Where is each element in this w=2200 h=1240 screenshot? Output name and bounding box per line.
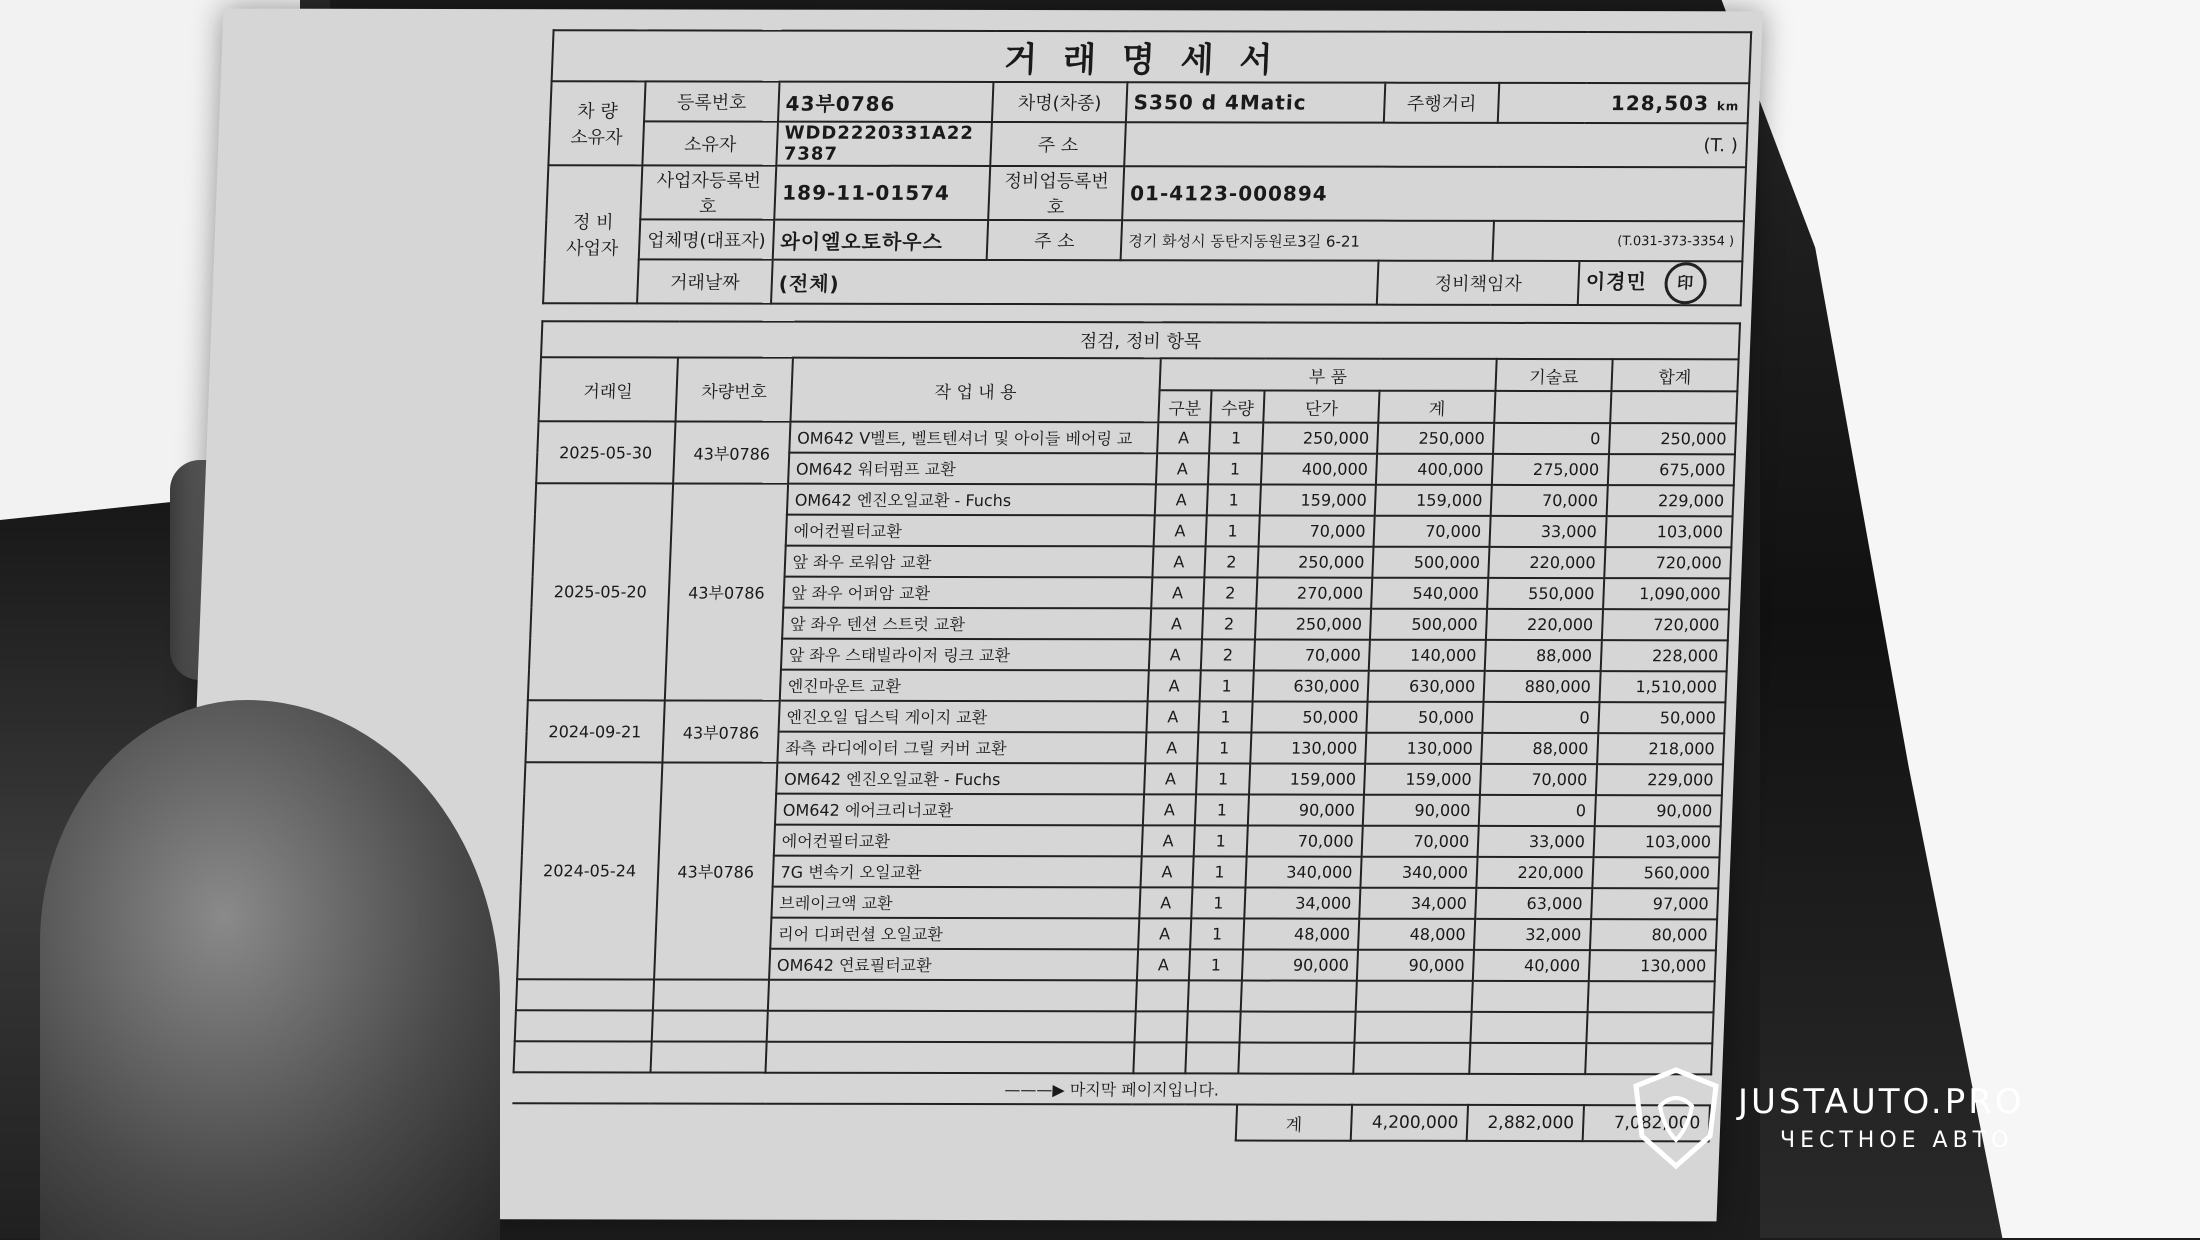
row-unit-price: 159,000 — [1260, 484, 1377, 515]
row-total: 720,000 — [1602, 609, 1729, 640]
row-total: 1,510,000 — [1599, 671, 1726, 702]
mileage-number: 128,503 — [1610, 91, 1710, 116]
row-total: 103,000 — [1593, 826, 1720, 857]
items-section-title: 점검, 정비 항목 — [541, 321, 1740, 359]
row-qty: 1 — [1208, 453, 1262, 484]
row-labor: 550,000 — [1487, 578, 1604, 609]
table-row — [535, 483, 1734, 516]
row-type: A — [1137, 949, 1191, 980]
row-parts-sum: 500,000 — [1373, 547, 1490, 578]
row-unit-price: 34,000 — [1244, 888, 1361, 919]
empty-cell — [767, 1011, 1135, 1043]
company-label: 업체명(대표자) — [639, 219, 774, 259]
row-type: A — [1148, 639, 1202, 670]
row-description: 에어컨필터교환 — [774, 825, 1142, 857]
empty-cell — [650, 1041, 767, 1072]
row-date: 2025-05-20 — [528, 483, 673, 700]
row-qty: 1 — [1189, 949, 1243, 980]
owner-phone: (T. ) — [1124, 122, 1747, 167]
row-unit-price: 250,000 — [1257, 546, 1374, 577]
row-unit-price: 70,000 — [1258, 515, 1375, 546]
mileage-label: 주행거리 — [1384, 83, 1499, 123]
model-label: 차명(차종) — [992, 82, 1127, 122]
row-unit-price: 50,000 — [1251, 702, 1368, 733]
row-description: OM642 연료필터교환 — [769, 949, 1137, 981]
row-qty: 1 — [1190, 918, 1244, 949]
row-parts-sum: 70,000 — [1374, 516, 1491, 547]
row-qty: 1 — [1197, 732, 1251, 763]
empty-cell — [1587, 981, 1714, 1012]
row-description: 앞 좌우 어퍼암 교환 — [784, 577, 1152, 609]
row-qty: 1 — [1200, 670, 1254, 701]
header-qty: 수량 — [1211, 390, 1265, 422]
row-description: OM642 V벨트, 벨트텐셔너 및 아이들 베어링 교 — [790, 422, 1158, 454]
row-type: A — [1157, 422, 1211, 453]
row-total: 228,000 — [1600, 640, 1727, 671]
row-total: 80,000 — [1590, 919, 1717, 950]
row-parts-sum: 140,000 — [1369, 640, 1486, 671]
row-unit-price: 48,000 — [1243, 919, 1360, 950]
row-labor: 70,000 — [1480, 764, 1597, 795]
empty-cell — [1240, 981, 1357, 1012]
empty-cell — [1471, 1012, 1588, 1043]
row-description: 좌측 라디에이터 그릴 커버 교환 — [778, 732, 1146, 764]
row-parts-sum: 630,000 — [1368, 671, 1485, 702]
empty-cell — [768, 980, 1136, 1012]
row-parts-sum: 400,000 — [1376, 454, 1493, 485]
row-date: 2024-09-21 — [525, 700, 664, 762]
row-type: A — [1144, 763, 1198, 794]
row-description: 앞 좌우 텐션 스트럿 교환 — [782, 608, 1150, 640]
row-type: A — [1146, 701, 1200, 732]
seal-stamp: 印 — [1664, 262, 1708, 304]
row-total: 103,000 — [1605, 516, 1732, 547]
header-labor-sub — [1494, 391, 1611, 423]
empty-cell — [514, 1041, 652, 1072]
empty-cell — [1356, 981, 1473, 1012]
row-qty: 1 — [1193, 856, 1247, 887]
row-qty: 1 — [1195, 794, 1249, 825]
row-labor: 220,000 — [1476, 857, 1593, 888]
owner-label: 소유자 — [642, 121, 778, 165]
row-parts-sum: 340,000 — [1361, 857, 1478, 888]
row-total: 720,000 — [1604, 547, 1731, 578]
row-parts-sum: 500,000 — [1370, 609, 1487, 640]
row-unit-price: 400,000 — [1261, 453, 1378, 484]
invoice-document — [510, 29, 1752, 1142]
row-vehicle: 43부0786 — [673, 421, 791, 483]
row-unit-price: 70,000 — [1254, 639, 1371, 670]
row-qty: 2 — [1203, 577, 1257, 608]
row-type: A — [1139, 887, 1193, 918]
row-description: OM642 엔진오일교환 - Fuchs — [787, 484, 1155, 516]
company-address: 경기 화성시 동탄지동원로3길 6-21 — [1121, 220, 1495, 261]
row-qty: 1 — [1209, 422, 1263, 453]
row-qty: 1 — [1192, 887, 1246, 918]
last-page-note: ———▶ 마지막 페이지입니다. — [512, 1072, 1711, 1105]
row-total: 97,000 — [1591, 888, 1718, 919]
items-table — [510, 320, 1741, 1142]
row-date: 2024-05-24 — [517, 762, 662, 979]
row-total: 229,000 — [1596, 764, 1723, 795]
row-parts-sum: 90,000 — [1363, 795, 1480, 826]
table-row — [527, 700, 1726, 733]
row-description: 앞 좌우 스태빌라이저 링크 교환 — [781, 639, 1149, 671]
row-total: 229,000 — [1606, 485, 1733, 516]
repair-reg-value: 01-4123-000894 — [1122, 166, 1746, 221]
row-labor: 220,000 — [1488, 547, 1605, 578]
empty-cell — [515, 1010, 653, 1041]
empty-cell — [653, 979, 770, 1010]
row-labor: 63,000 — [1475, 888, 1592, 919]
empty-cell — [1469, 1043, 1586, 1074]
row-parts-sum: 130,000 — [1366, 733, 1483, 764]
row-labor: 70,000 — [1491, 485, 1608, 516]
company-address-label: 주 소 — [987, 220, 1122, 260]
row-labor: 880,000 — [1484, 671, 1601, 702]
row-parts-sum: 34,000 — [1360, 888, 1477, 919]
sum-parts: 4,200,000 — [1351, 1105, 1468, 1141]
row-total: 560,000 — [1592, 857, 1719, 888]
row-qty: 2 — [1205, 546, 1259, 577]
row-qty: 2 — [1201, 639, 1255, 670]
lion-shield-icon — [1630, 1066, 1722, 1170]
row-date: 2025-05-30 — [536, 421, 675, 483]
row-total: 1,090,000 — [1603, 578, 1730, 609]
row-type: A — [1140, 856, 1194, 887]
owner-address-label: 주 소 — [990, 122, 1126, 166]
row-description: 에어컨필터교환 — [786, 515, 1154, 547]
row-qty: 1 — [1206, 515, 1260, 546]
empty-cell — [651, 1010, 768, 1041]
header-unit-price: 단가 — [1263, 390, 1380, 422]
row-unit-price: 130,000 — [1250, 733, 1367, 764]
row-description: 엔진마운트 교환 — [780, 670, 1148, 702]
row-qty: 2 — [1202, 608, 1256, 639]
row-type: A — [1141, 825, 1195, 856]
table-row — [524, 762, 1723, 795]
row-parts-sum: 50,000 — [1367, 702, 1484, 733]
biz-reg-value: 189-11-01574 — [774, 166, 990, 220]
row-unit-price: 250,000 — [1262, 422, 1379, 453]
row-total: 130,000 — [1589, 950, 1716, 981]
header-type: 구분 — [1158, 390, 1212, 422]
row-type: A — [1150, 608, 1204, 639]
row-vehicle: 43부0786 — [654, 762, 778, 979]
empty-cell — [1188, 980, 1242, 1011]
row-type: A — [1154, 484, 1208, 515]
row-vehicle: 43부0786 — [662, 700, 780, 762]
row-type: A — [1151, 577, 1205, 608]
row-qty: 1 — [1196, 763, 1250, 794]
model-value: S350 d 4Matic — [1126, 82, 1386, 122]
row-labor: 275,000 — [1492, 454, 1609, 485]
header-total-sub — [1610, 391, 1737, 423]
row-qty: 1 — [1199, 701, 1253, 732]
row-unit-price: 340,000 — [1245, 857, 1362, 888]
manager-label: 정비책임자 — [1377, 261, 1580, 305]
header-total: 합계 — [1611, 359, 1738, 391]
row-labor: 0 — [1482, 702, 1599, 733]
row-parts-sum: 250,000 — [1378, 423, 1495, 454]
row-parts-sum: 48,000 — [1358, 919, 1475, 950]
row-parts-sum: 90,000 — [1357, 950, 1474, 981]
row-description: OM642 엔진오일교환 - Fuchs — [777, 763, 1145, 795]
table-row — [537, 421, 1736, 454]
row-total: 250,000 — [1609, 423, 1736, 454]
row-qty: 1 — [1194, 825, 1248, 856]
row-labor: 40,000 — [1473, 950, 1590, 981]
row-description: 7G 변속기 오일교환 — [773, 856, 1141, 888]
sum-labor: 2,882,000 — [1467, 1105, 1584, 1141]
row-type: A — [1152, 546, 1206, 577]
company-value: 와이엘오토하우스 — [773, 220, 988, 260]
row-labor: 88,000 — [1485, 640, 1602, 671]
empty-cell — [1134, 1011, 1188, 1042]
row-labor: 33,000 — [1478, 826, 1595, 857]
empty-cell — [1355, 1012, 1472, 1043]
row-unit-price: 70,000 — [1246, 826, 1363, 857]
manager-name: 이경민 — [1585, 269, 1648, 294]
biz-reg-label: 사업자등록번호 — [640, 165, 776, 219]
row-unit-price: 250,000 — [1255, 608, 1372, 639]
empty-cell — [1354, 1043, 1471, 1074]
row-parts-sum: 540,000 — [1372, 578, 1489, 609]
sum-total: 7,082,000 — [1582, 1105, 1710, 1141]
repair-reg-label: 정비업등록번호 — [988, 166, 1124, 220]
sum-spacer — [511, 1103, 1237, 1140]
header-date: 거래일 — [539, 357, 678, 421]
row-type: A — [1143, 794, 1197, 825]
row-unit-price: 630,000 — [1252, 671, 1369, 702]
row-parts-sum: 159,000 — [1364, 764, 1481, 795]
empty-cell — [1133, 1042, 1187, 1073]
row-labor: 88,000 — [1481, 733, 1598, 764]
row-description: OM642 워터펌프 교환 — [788, 453, 1156, 485]
row-unit-price: 90,000 — [1242, 950, 1359, 981]
row-type: A — [1145, 732, 1199, 763]
reg-no-label: 등록번호 — [644, 81, 779, 121]
row-total: 218,000 — [1597, 733, 1724, 764]
empty-cell — [516, 979, 654, 1010]
row-labor: 32,000 — [1474, 919, 1591, 950]
watermark-logo — [1630, 1062, 2090, 1182]
row-type: A — [1147, 670, 1201, 701]
empty-cell — [1586, 1012, 1713, 1043]
row-parts-sum: 70,000 — [1362, 826, 1479, 857]
empty-cell — [1135, 980, 1189, 1011]
empty-cell — [1239, 1012, 1356, 1043]
sum-label: 계 — [1236, 1105, 1353, 1141]
trade-date-label: 거래날짜 — [637, 259, 773, 303]
empty-cell — [1238, 1043, 1355, 1074]
row-parts-sum: 159,000 — [1375, 485, 1492, 516]
row-unit-price: 270,000 — [1256, 577, 1373, 608]
repair-biz-label: 정 비 사업자 — [543, 165, 642, 303]
row-description: 엔진오일 딥스틱 게이지 교환 — [779, 701, 1147, 733]
trade-date-value: (전체) — [771, 260, 1379, 305]
header-vehicle-no: 차량번호 — [675, 357, 793, 421]
row-total: 90,000 — [1594, 795, 1721, 826]
company-phone: (T.031-373-3354 ) — [1493, 221, 1744, 261]
row-description: OM642 에어크리너교환 — [775, 794, 1143, 826]
row-description: 리어 디퍼런셜 오일교환 — [771, 918, 1139, 950]
header-labor: 기술료 — [1496, 359, 1613, 391]
header-sum: 계 — [1379, 391, 1496, 423]
row-description: 브레이크액 교환 — [772, 887, 1140, 919]
mileage-value — [1498, 83, 1749, 123]
reg-no-value: 43부0786 — [778, 82, 993, 122]
row-labor: 33,000 — [1490, 516, 1607, 547]
row-labor: 0 — [1479, 795, 1596, 826]
row-labor: 0 — [1493, 423, 1610, 454]
empty-cell — [1472, 981, 1589, 1012]
watermark-name: JUSTAUTO.PRO — [1738, 1082, 2025, 1122]
mileage-unit: km — [1716, 99, 1740, 114]
header-work: 작 업 내 용 — [791, 358, 1161, 423]
vehicle-owner-label: 차 량 소유자 — [548, 81, 645, 165]
row-type: A — [1153, 515, 1207, 546]
row-description: 앞 좌우 로워암 교환 — [785, 546, 1153, 578]
row-unit-price: 90,000 — [1248, 795, 1365, 826]
document-title: 거래명세서 — [552, 30, 1752, 83]
empty-cell — [1187, 1011, 1241, 1042]
header-parts: 부 품 — [1159, 358, 1497, 391]
row-type: A — [1156, 453, 1210, 484]
row-unit-price: 159,000 — [1249, 764, 1366, 795]
row-qty: 1 — [1207, 484, 1261, 515]
owner-value: WDD2220331A227387 — [776, 122, 992, 166]
watermark-tagline: ЧЕСТНОЕ АВТО — [1780, 1128, 2014, 1153]
row-vehicle: 43부0786 — [664, 483, 788, 700]
manager-value — [1578, 261, 1742, 305]
empty-cell — [766, 1042, 1134, 1074]
empty-cell — [1186, 1042, 1240, 1073]
row-total: 675,000 — [1608, 454, 1735, 485]
row-total: 50,000 — [1598, 702, 1725, 733]
row-labor: 220,000 — [1486, 609, 1603, 640]
header-table — [542, 29, 1752, 306]
row-type: A — [1138, 918, 1192, 949]
